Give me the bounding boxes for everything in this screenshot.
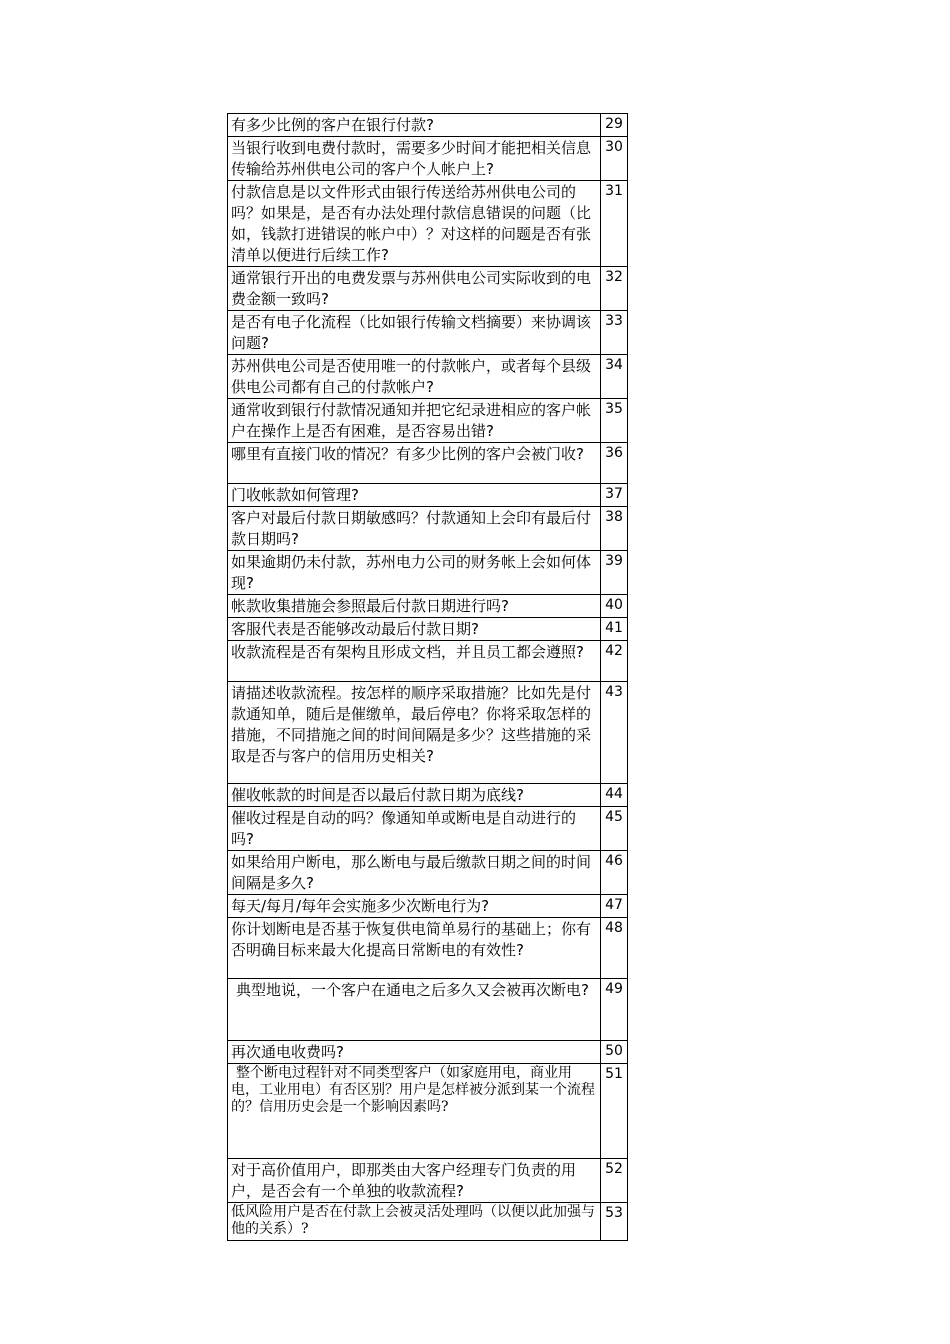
table-row [228, 443, 628, 484]
question-number: 43 [601, 682, 628, 784]
table-row [228, 1203, 628, 1241]
question-text: 催收过程是自动的吗？像通知单或断电是自动进行的吗? [228, 807, 601, 851]
table-row [228, 311, 628, 355]
question-number: 29 [601, 114, 628, 137]
table-row [228, 1159, 628, 1203]
question-text: 有多少比例的客户在银行付款? [228, 114, 601, 137]
table-row [228, 918, 628, 979]
table-row [228, 114, 628, 137]
table-row [228, 181, 628, 267]
question-text: 催收帐款的时间是否以最后付款日期为底线? [228, 784, 601, 807]
question-text: 对于高价值用户，即那类由大客户经理专门负责的用户，是否会有一个单独的收款流程? [228, 1159, 601, 1203]
question-number: 33 [601, 311, 628, 355]
question-number: 46 [601, 851, 628, 895]
question-number: 49 [601, 979, 628, 1041]
question-text: 每天/每月/每年会实施多少次断电行为? [228, 895, 601, 918]
table-row [228, 641, 628, 682]
table-row [228, 399, 628, 443]
question-number: 30 [601, 137, 628, 181]
question-text: 如果给用户断电，那么断电与最后缴款日期之间的时间间隔是多久? [228, 851, 601, 895]
table-row [228, 1064, 628, 1159]
question-text: 客户对最后付款日期敏感吗？付款通知上会印有最后付款日期吗? [228, 507, 601, 551]
question-text: 门收帐款如何管理? [228, 484, 601, 507]
question-text: 通常银行开出的电费发票与苏州供电公司实际收到的电费金额一致吗? [228, 267, 601, 311]
question-text: 帐款收集措施会参照最后付款日期进行吗? [228, 595, 601, 618]
question-text: 你计划断电是否基于恢复供电简单易行的基础上；你有否明确目标来最大化提高日常断电的有效性? [228, 918, 601, 979]
question-text: 典型地说，一个客户在通电之后多久又会被再次断电? [228, 979, 601, 1041]
table-row [228, 1041, 628, 1064]
table-row [228, 137, 628, 181]
table-row [228, 979, 628, 1041]
table-row [228, 484, 628, 507]
question-text: 再次通电收费吗? [228, 1041, 601, 1064]
question-number: 37 [601, 484, 628, 507]
question-text: 整个断电过程针对不同类型客户（如家庭用电，商业用电，工业用电）有否区别？用户是怎样被分派到某一个流程的？信用历史会是一个影响因素吗? [228, 1064, 601, 1159]
question-text: 收款流程是否有架构且形成文档，并且员工都会遵照? [228, 641, 601, 682]
question-number: 48 [601, 918, 628, 979]
question-text: 如果逾期仍未付款，苏州电力公司的财务帐上会如何体现? [228, 551, 601, 595]
question-text: 客服代表是否能够改动最后付款日期? [228, 618, 601, 641]
question-text: 付款信息是以文件形式由银行传送给苏州供电公司的吗？如果是，是否有办法处理付款信息错误的问题（比如，钱款打进错误的帐户中）？对这样的问题是否有张清单以便进行后续工作? [228, 181, 601, 267]
question-text: 低风险用户是否在付款上会被灵活处理吗（以便以此加强与他的关系）? [228, 1203, 601, 1241]
question-number: 44 [601, 784, 628, 807]
questionnaire-table [227, 113, 628, 1241]
question-text: 苏州供电公司是否使用唯一的付款帐户，或者每个县级供电公司都有自己的付款帐户? [228, 355, 601, 399]
table-row [228, 595, 628, 618]
question-number: 53 [601, 1203, 628, 1241]
table-row [228, 551, 628, 595]
question-number: 36 [601, 443, 628, 484]
question-number: 52 [601, 1159, 628, 1203]
table-row [228, 618, 628, 641]
table-row [228, 807, 628, 851]
question-number: 51 [601, 1064, 628, 1159]
question-number: 34 [601, 355, 628, 399]
question-number: 40 [601, 595, 628, 618]
question-number: 42 [601, 641, 628, 682]
table-row [228, 851, 628, 895]
question-number: 39 [601, 551, 628, 595]
question-text: 通常收到银行付款情况通知并把它纪录进相应的客户帐户在操作上是否有困难，是否容易出错? [228, 399, 601, 443]
table-row [228, 507, 628, 551]
question-number: 45 [601, 807, 628, 851]
table-row [228, 784, 628, 807]
question-number: 47 [601, 895, 628, 918]
question-text: 请描述收款流程。按怎样的顺序采取措施？比如先是付款通知单，随后是催缴单，最后停电？你将采取怎样的措施，不同措施之间的时间间隔是多少？这些措施的采取是否与客户的信用历史相关? [228, 682, 601, 784]
question-number: 41 [601, 618, 628, 641]
question-text: 当银行收到电费付款时，需要多少时间才能把相关信息传输给苏州供电公司的客户个人帐户上? [228, 137, 601, 181]
table-row [228, 682, 628, 784]
question-text: 哪里有直接门收的情况？有多少比例的客户会被门收? [228, 443, 601, 484]
question-text: 是否有电子化流程（比如银行传输文档摘要）来协调该问题? [228, 311, 601, 355]
table-row [228, 267, 628, 311]
question-number: 50 [601, 1041, 628, 1064]
question-number: 35 [601, 399, 628, 443]
table-row [228, 355, 628, 399]
question-number: 32 [601, 267, 628, 311]
question-number: 31 [601, 181, 628, 267]
table-row [228, 895, 628, 918]
question-number: 38 [601, 507, 628, 551]
